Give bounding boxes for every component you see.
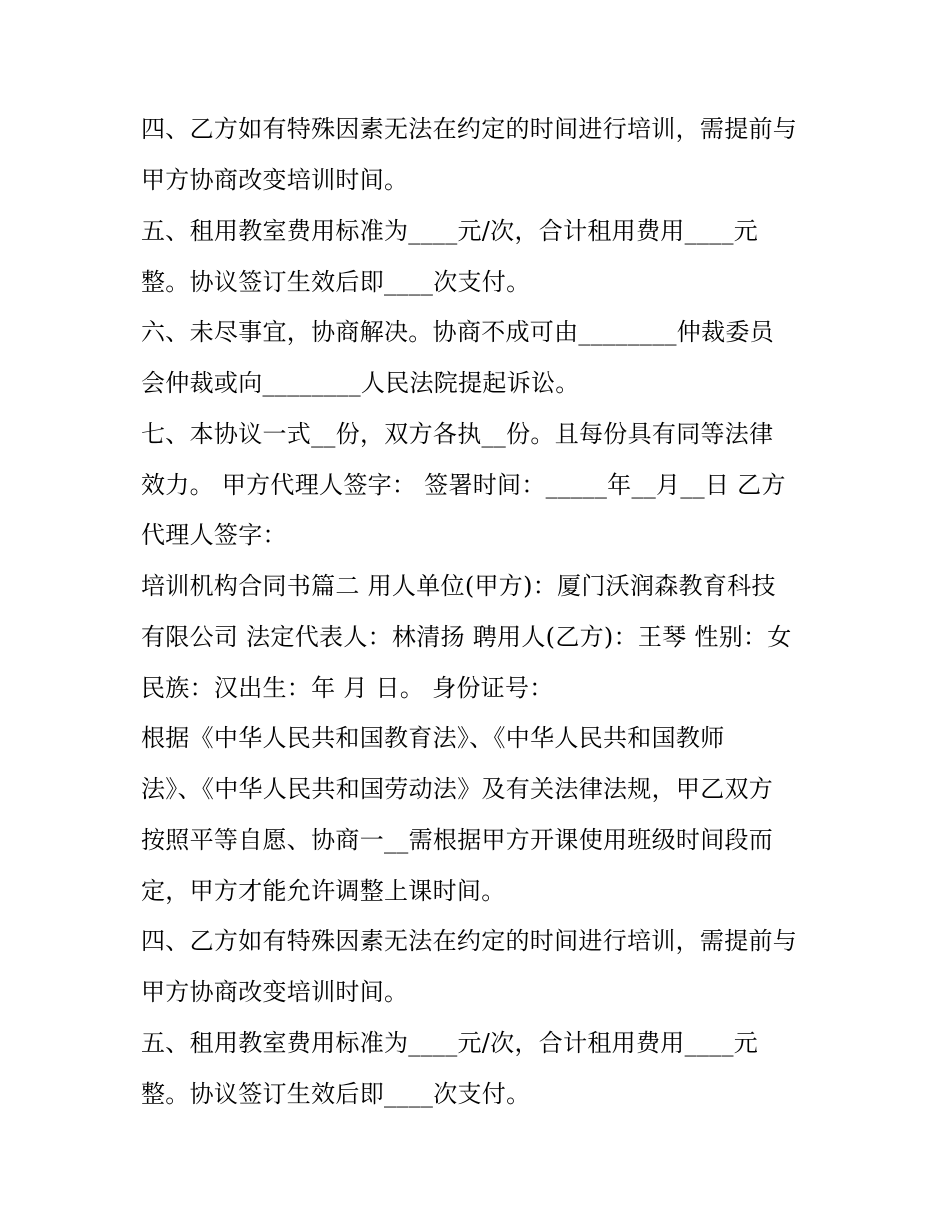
text-line: 六、未尽事宜，协商解决。协商不成可由________仲裁委员 — [141, 318, 774, 346]
text-line: 七、本协议一式__份，双方各执__份。且每份具有同等法律 — [141, 420, 774, 448]
text-line: 定，甲方才能允许调整上课时间。 — [141, 877, 506, 905]
text-line: 民族：汉出生：年 月 日。 身份证号： — [141, 674, 554, 702]
text-line: 四、乙方如有特殊因素无法在约定的时间进行培训，需提前与 — [141, 927, 798, 955]
text-line: 培训机构合同书篇二 用人单位(甲方)：厦门沃润森教育科技 — [141, 572, 776, 600]
text-line: 效力。 甲方代理人签字： 签署时间：_____年__月__日 乙方 — [141, 471, 786, 499]
text-line: 五、租用教室费用标准为____元/次，合计租用费用____元 — [141, 217, 759, 245]
text-line: 五、租用教室费用标准为____元/次，合计租用费用____元 — [141, 1029, 759, 1057]
text-line: 甲方协商改变培训时间。 — [141, 166, 409, 194]
text-line: 整。协议签订生效后即____次支付。 — [141, 1080, 531, 1108]
text-line: 根据《中华人民共和国教育法》、《中华人民共和国教师 — [141, 724, 725, 752]
text-line: 四、乙方如有特殊因素无法在约定的时间进行培训，需提前与 — [141, 115, 798, 143]
text-line: 会仲裁或向________人民法院提起诉讼。 — [141, 369, 580, 397]
text-line: 整。协议签订生效后即____次支付。 — [141, 268, 531, 296]
text-line: 甲方协商改变培训时间。 — [141, 978, 409, 1006]
text-line: 有限公司 法定代表人：林清扬 聘用人(乙方)：王琴 性别：女 — [141, 623, 792, 651]
text-line: 按照平等自愿、协商一__需根据甲方开课使用班级时间段而 — [141, 826, 774, 854]
text-line: 代理人签字： — [141, 521, 287, 549]
text-line: 法》、《中华人民共和国劳动法》及有关法律法规，甲乙双方 — [141, 775, 774, 803]
